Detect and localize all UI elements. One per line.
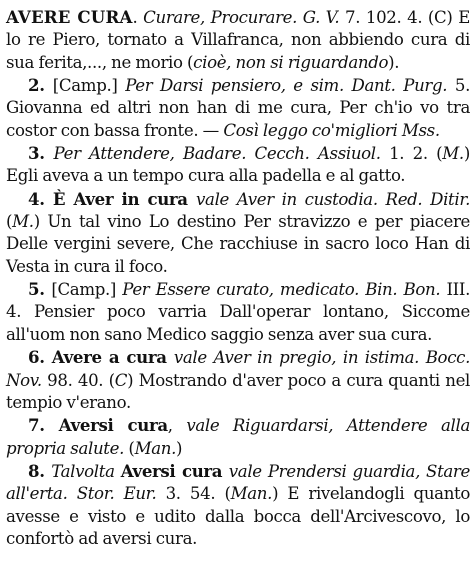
entry-avere-cura: [6, 6, 470, 74]
text: .: [132, 8, 144, 27]
sense-number: 8.: [28, 460, 52, 481]
text: vale: [196, 189, 237, 209]
source: C: [114, 370, 128, 390]
headword: AVERE CURA: [6, 7, 133, 27]
sense-8: [6, 460, 470, 550]
sense-6: [6, 346, 470, 414]
text: Talvolta: [51, 461, 121, 481]
gloss: cioè, non si riguardando: [193, 52, 389, 72]
sense-4: [6, 188, 470, 278]
text: ) Egli aveva a un tempo cura alla padella e al gatto.: [6, 144, 470, 186]
sense-2: [6, 74, 470, 142]
definition: vale Aver in pregio, in istima. Bocc. Nov.: [6, 348, 471, 390]
sense-3: [6, 142, 470, 188]
sense-number: 2.: [28, 75, 53, 96]
definition: vale Riguardarsi, Attendere alla propria salute.: [6, 416, 470, 458]
text: 1. 2. (: [380, 144, 443, 164]
definition: Curare, Procurare. G. V.: [143, 8, 340, 27]
text: 3. 54. (: [156, 484, 231, 504]
sense-heading: 4. È Aver in cura: [28, 188, 196, 209]
source: M.: [12, 212, 34, 232]
text: 98. 40. (: [41, 370, 115, 390]
sense-heading: Aversi cura: [120, 460, 229, 481]
definition: vale Prendersi guardia, Stare all'erta. Stor. Eur.: [6, 461, 470, 504]
text: III. 4. Pensier poco varria Dall'operar lontano, Siccome all'uom non sano Medico saggio senza aver sua cura.: [6, 280, 470, 344]
definition: Per Darsi pensiero, e sim. Dant. Purg.: [125, 76, 448, 96]
definition: Per Essere curato, medicato. Bin. Bon.: [122, 280, 441, 300]
source: Man.: [134, 438, 177, 458]
sense-7: [6, 414, 470, 460]
sense-number: 3.: [28, 143, 54, 164]
sense-heading: 7. Aversi cura: [28, 415, 168, 436]
note: Così leggo co'migliori Mss.: [223, 120, 440, 140]
text: ): [176, 438, 183, 458]
text: ) Mostrando d'aver poco a cura quanti nel tempio v'erano.: [6, 370, 470, 412]
sense-heading: 6. Avere a cura: [28, 347, 174, 368]
text: [Camp.]: [52, 76, 126, 96]
sense-5: [6, 278, 470, 346]
source: M.: [442, 144, 464, 164]
sense-number: 5.: [28, 279, 52, 300]
source: Man.: [230, 484, 273, 504]
text: [Camp.]: [51, 280, 123, 300]
definition: Per Attendere, Badare. Cecch. Assiuol.: [53, 144, 381, 164]
text: (: [6, 212, 13, 232]
text: ) Un tal vino Lo destino Per stravizzo e per piacere Delle vergini severe, Che racchiuse in sacro loco Han di Vesta in cura il foco.: [6, 212, 470, 276]
text: ) E rivelandogli quanto avesse e visto e udito dalla bocca dell'Arcivescovo, lo confortò ad aversi cura.: [6, 484, 470, 548]
text: ,: [167, 416, 187, 436]
text: (: [124, 438, 135, 458]
text: ).: [388, 52, 400, 72]
text: 7. 102. 4. (C) E lo re Piero, tornato a Villafranca, non abbiendo cura di sua ferita,..., ne morio (: [6, 8, 470, 72]
text: 5. Giovanna ed altri non han di me cura, Per ch'io vo tra costor con bassa fronte. —: [6, 76, 470, 140]
definition: Aver in custodia. Red. Ditir.: [236, 189, 471, 209]
